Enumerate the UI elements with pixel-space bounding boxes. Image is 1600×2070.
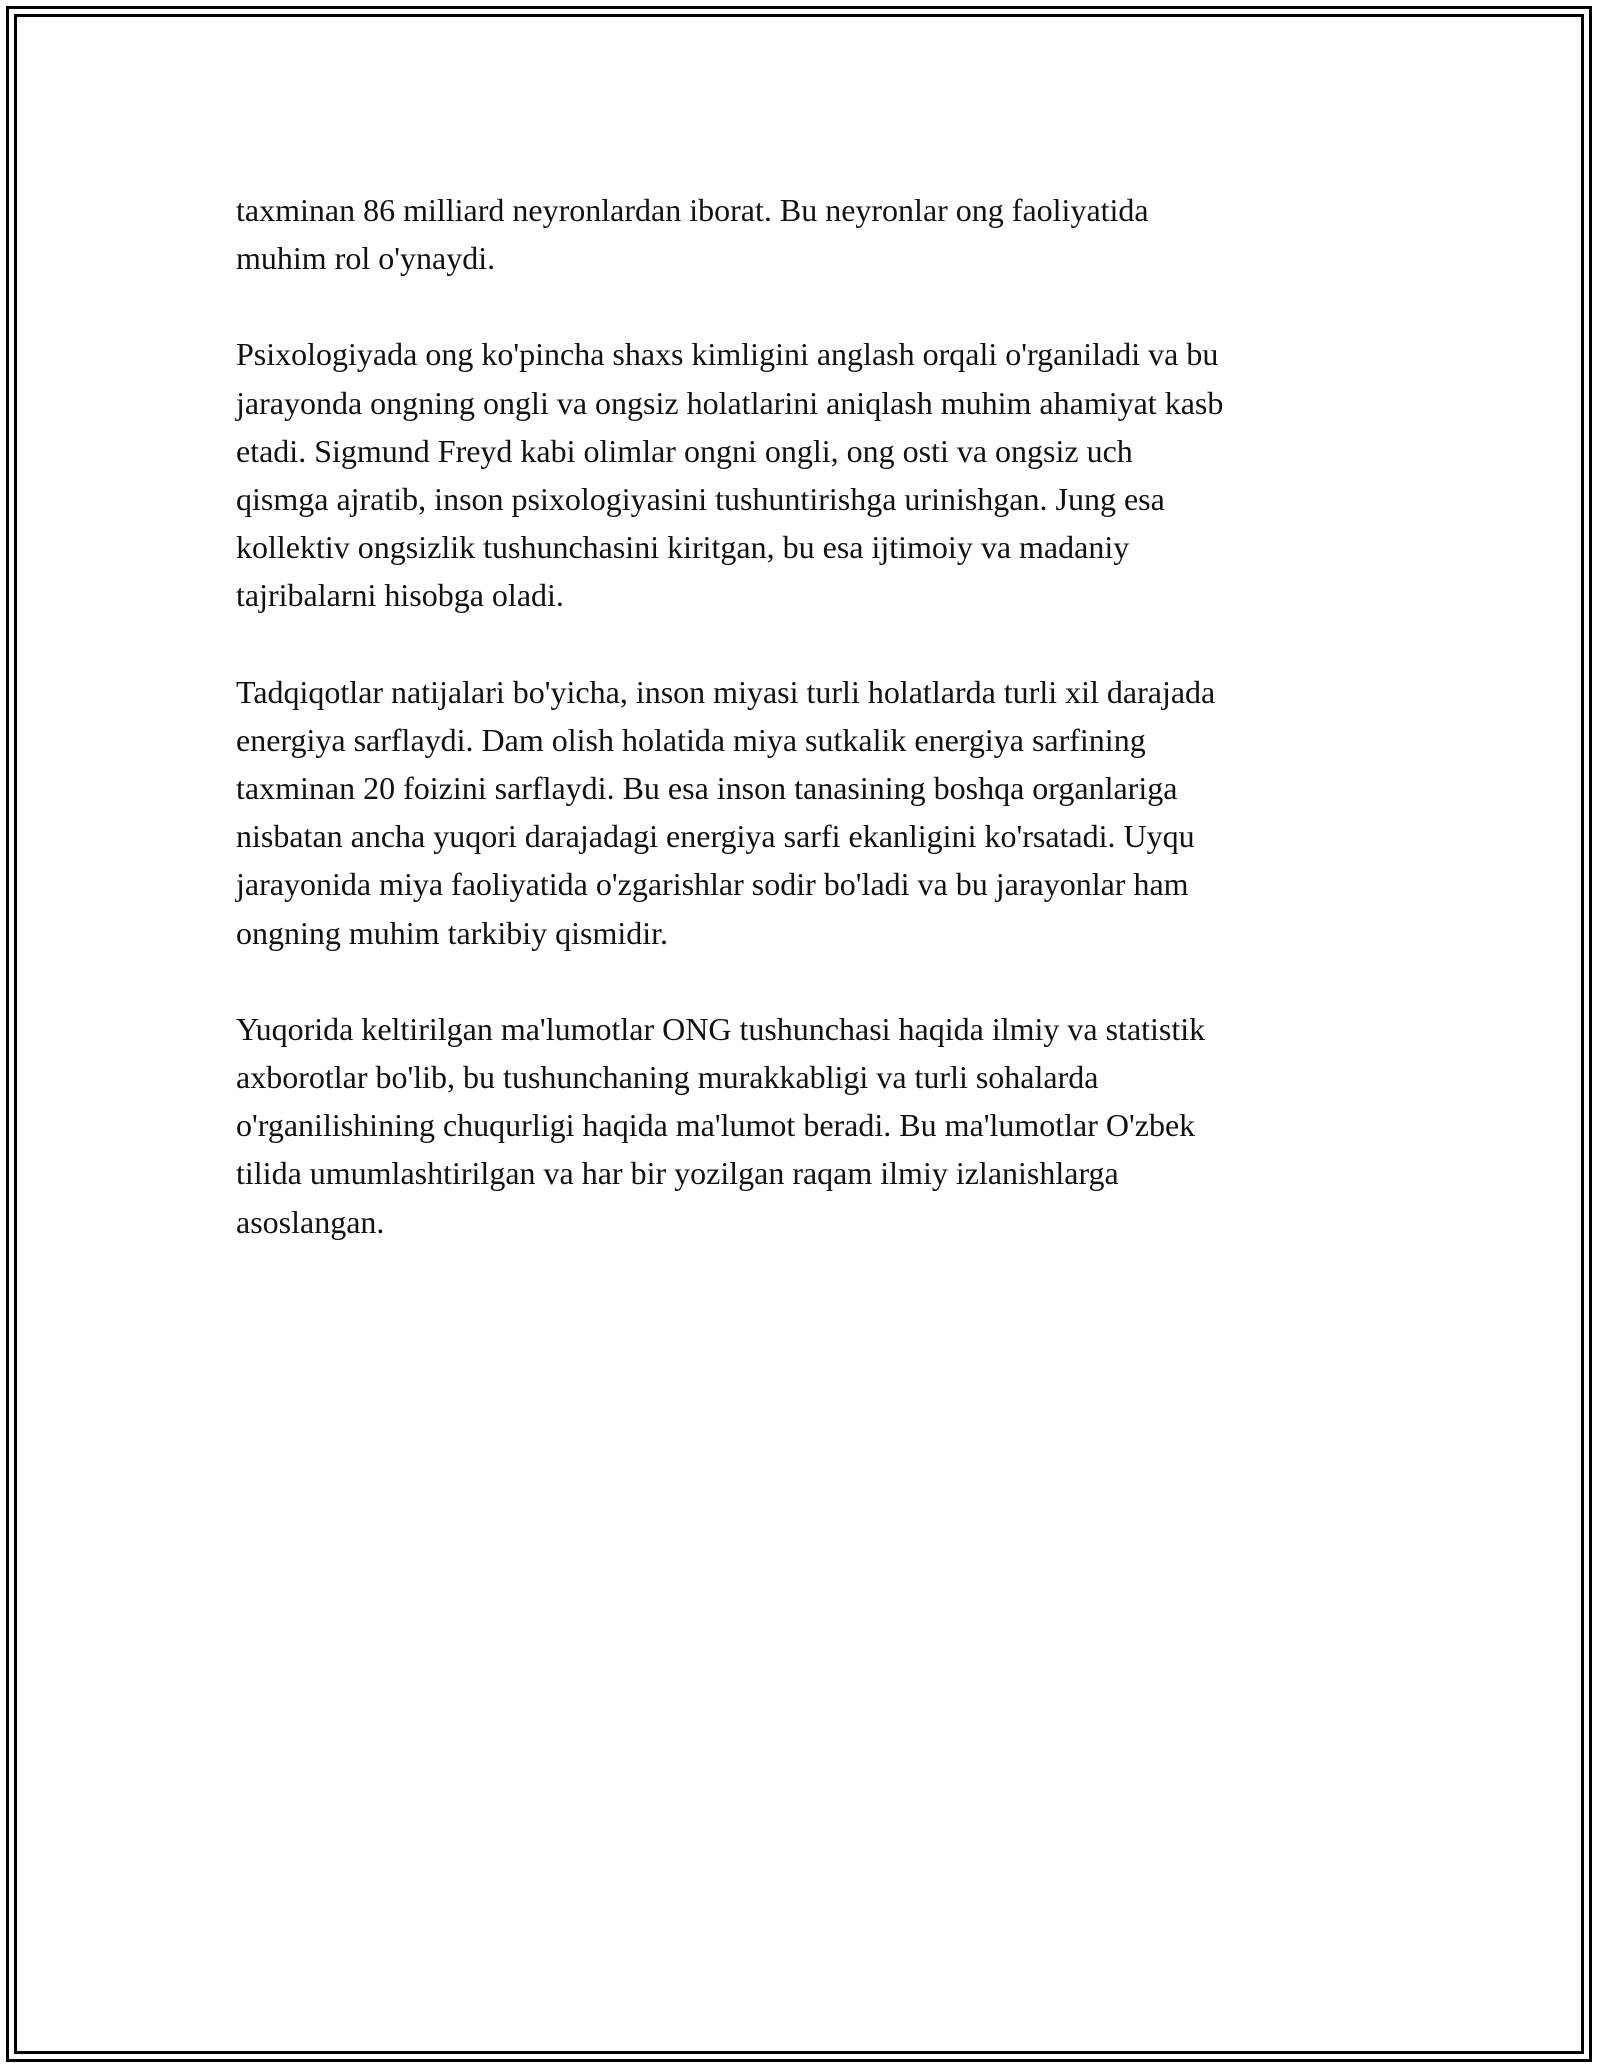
text-line: asoslangan. <box>236 1203 385 1240</box>
text-line: axborotlar bo'lib, bu tushunchaning murakkabligi va turli sohalarda <box>236 1059 1099 1096</box>
text-line: energiya sarflaydi. Dam olish holatida miya sutkalik energiya sarfining <box>236 721 1146 758</box>
text-line: qismga ajratib, inson psixologiyasini tushuntirishga urinishgan. Jung esa <box>236 481 1165 518</box>
text-line: etadi. Sigmund Freyd kabi olimlar ongni ongli, ong osti va ongsiz uch <box>236 432 1133 469</box>
text-line: jarayonida miya faoliyatida o'zgarishlar sodir bo'ladi va bu jarayonlar ham <box>236 866 1189 903</box>
text-line: Psixologiyada ong ko'pincha shaxs kimligini anglash orqali o'rganiladi va bu <box>236 336 1219 373</box>
paragraph-summary <box>236 1005 1386 1246</box>
document-body <box>236 186 1386 1294</box>
text-line: tajribalarni hisobga oladi. <box>236 577 564 614</box>
text-line: Yuqorida keltirilgan ma'lumotlar ONG tushunchasi haqida ilmiy va statistik <box>236 1010 1206 1047</box>
text-line: ongning muhim tarkibiy qismidir. <box>236 914 668 951</box>
paragraph-psychology <box>236 330 1386 619</box>
text-line: o'rganilishining chuqurligi haqida ma'lumot beradi. Bu ma'lumotlar O'zbek <box>236 1107 1196 1144</box>
text-line: Tadqiqotlar natijalari bo'yicha, inson miyasi turli holatlarda turli xil darajada <box>236 673 1216 710</box>
paragraph-research <box>236 668 1386 957</box>
text-line: muhim rol o'ynaydi. <box>236 240 496 277</box>
text-line: kollektiv ongsizlik tushunchasini kiritgan, bu esa ijtimoiy va madaniy <box>236 529 1130 566</box>
text-line: nisbatan ancha yuqori darajadagi energiya sarfi ekanligini ko'rsatadi. Uyqu <box>236 818 1195 855</box>
text-line: taxminan 86 milliard neyronlardan iborat. Bu neyronlar ong faoliyatida <box>236 192 1149 228</box>
text-line: taxminan 20 foizini sarflaydi. Bu esa inson tanasining boshqa organlariga <box>236 770 1178 807</box>
text-line: jarayonda ongning ongli va ongsiz holatlarini aniqlash muhim ahamiyat kasb <box>236 384 1224 421</box>
paragraph-neurons <box>236 186 1386 282</box>
text-line: tilida umumlashtirilgan va har bir yozilgan raqam ilmiy izlanishlarga <box>236 1155 1119 1192</box>
